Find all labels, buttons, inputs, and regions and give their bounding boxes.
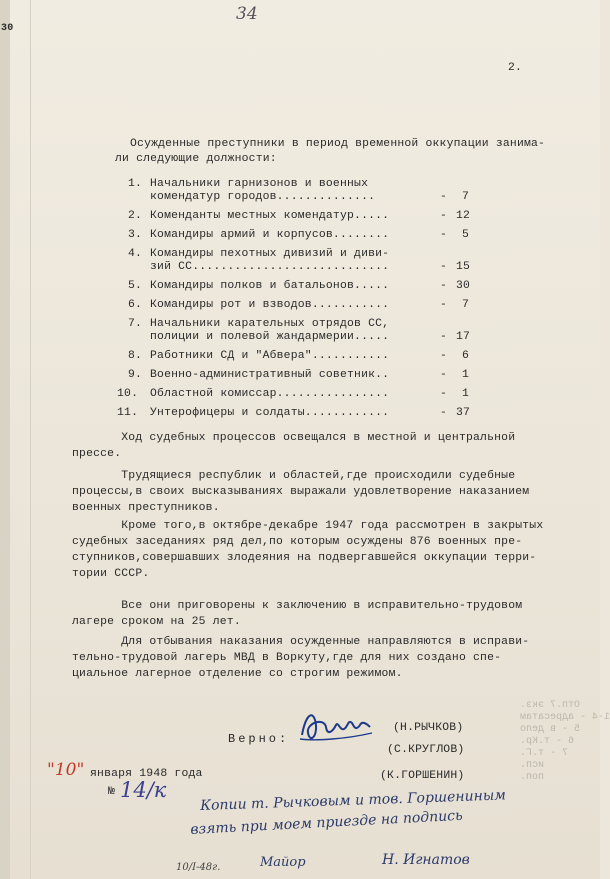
position-title: Командиры пехотных дивизий и диви- [150, 248, 390, 260]
position-dash: - [440, 331, 448, 343]
position-title: Начальники гарнизонов и военных [150, 178, 369, 190]
position-count: 5 [462, 229, 470, 241]
page-number: 2. [508, 62, 523, 74]
position-title: Работники СД и "Абвера"........... [150, 350, 390, 362]
paragraph-line: Трудящиеся республик и областей,где происходили судебные [72, 470, 516, 482]
position-number: 8. [128, 350, 143, 362]
position-title: Командиры рот и взводов........... [150, 299, 390, 311]
paragraph-line: Кроме того,в октябре-декабре 1947 года рассмотрен в закрытых [72, 520, 544, 532]
paragraph-line: прессе. [72, 448, 122, 460]
position-dash: - [440, 210, 448, 222]
position-title: Коменданты местных комендатур..... [150, 210, 390, 222]
position-count: 7 [462, 299, 470, 311]
position-title: Командиры армий и корпусов........ [150, 229, 390, 241]
handwritten-rank: Майор [260, 855, 306, 870]
position-title: Начальники карательных отрядов СС, [150, 318, 390, 330]
position-dash: - [440, 229, 448, 241]
handwritten-note-line1: Копии т. Рычковым и тов. Горшениным [200, 787, 507, 814]
position-count: 1 [462, 369, 470, 381]
position-number: 2. [128, 210, 143, 222]
signatory-rychkov: (Н.РЫЧКОВ) [393, 722, 464, 734]
position-count: 37 [456, 407, 471, 419]
binding-line [30, 0, 31, 879]
position-dash: - [440, 369, 448, 381]
position-number: 1. [128, 178, 143, 190]
position-title: комендатур городов.............. [150, 191, 376, 203]
position-dash: - [440, 388, 448, 400]
paragraph-line: лагере сроком на 25 лет. [72, 616, 241, 628]
position-dash: - [440, 407, 448, 419]
ghost-line: исп. [520, 760, 545, 771]
position-count: 6 [462, 350, 470, 362]
date-rest: января 1948 года [90, 768, 203, 780]
ghost-line: Отп.7 экз. [520, 700, 581, 711]
position-number: 10. [117, 388, 139, 400]
position-title: зий СС............................ [150, 261, 390, 273]
position-title: Командиры полков и батальонов..... [150, 280, 390, 292]
position-number: 7. [128, 318, 143, 330]
intro-line: Осужденные преступники в период временной оккупации занима- [130, 138, 546, 150]
position-number: 4. [128, 248, 143, 260]
ghost-line: поп. [520, 772, 545, 783]
position-number: 5. [128, 280, 143, 292]
position-number: 6. [128, 299, 143, 311]
handwritten-note-date: 10/I-48г. [176, 862, 221, 873]
paragraph-line: ступников,совершавших злодеяния на подвергавшейся оккупации терри- [72, 552, 537, 564]
left-edge-strip [0, 0, 10, 879]
position-number: 3. [128, 229, 143, 241]
ghost-line: 5 - в дело [520, 724, 581, 735]
handwritten-note-line2: взять при моем приезде на подпись [190, 807, 464, 838]
position-count: 7 [462, 191, 470, 203]
position-dash: - [440, 261, 448, 273]
paragraph-line: военных преступников. [72, 502, 220, 514]
paragraph-line: циальное лагерное отделение со строгим режимом. [72, 668, 403, 680]
position-dash: - [440, 350, 448, 362]
outgoing-number: 14/к [120, 778, 167, 802]
position-dash: - [440, 299, 448, 311]
paragraph-line: Все они приговорены к заключению в исправительно-трудовом [72, 600, 523, 612]
paragraph-line: Для отбывания наказания осужденные направляются в исправи- [72, 636, 530, 648]
position-count: 17 [456, 331, 471, 343]
verno-label: Верно: [228, 732, 290, 746]
verno-signature [296, 703, 376, 753]
left-margin-mark: 30 [1, 23, 14, 34]
position-count: 1 [462, 388, 470, 400]
position-title: Унтерофицеры и солдаты............ [150, 407, 390, 419]
paragraph-line: тельно-трудовой лагерь МВД в Воркуту,где для них создано спе- [72, 652, 502, 664]
position-title: Военно-административный советник.. [150, 369, 390, 381]
date-day: "10" [47, 760, 85, 780]
position-dash: - [440, 280, 448, 292]
paragraph-line: процессы,в своих высказываниях выражали удовлетворение наказанием [72, 486, 530, 498]
position-dash: - [440, 191, 448, 203]
archive-page-number: 34 [236, 4, 258, 24]
paragraph-line: Ход судебных процессов освещался в местной и центральной [72, 432, 516, 444]
position-count: 15 [456, 261, 471, 273]
position-title: полиции и полевой жандармерии..... [150, 331, 390, 343]
intro-line: ли следующие должности: [115, 153, 277, 165]
signatory-gorshenin: (К.ГОРШЕНИН) [380, 770, 465, 782]
signatory-kruglov: (С.КРУГЛОВ) [387, 744, 465, 756]
position-number: 9. [128, 369, 143, 381]
handwritten-name: Н. Игнатов [382, 852, 470, 868]
position-number: 11. [117, 407, 139, 419]
number-label: № [108, 786, 116, 798]
ghost-line: 1-4 - адресатам [520, 712, 610, 723]
ghost-line: 6 - т.Кр. [520, 736, 575, 747]
position-count: 12 [456, 210, 471, 222]
position-title: Областной комиссар................ [150, 388, 390, 400]
paragraph-line: тории СССР. [72, 568, 150, 580]
paragraph-line: судебных заседаниях ряд дел,по которым осуждены 876 военных пре- [72, 536, 523, 548]
position-count: 30 [456, 280, 471, 292]
ghost-line: 7 - т.Г. [520, 748, 569, 759]
